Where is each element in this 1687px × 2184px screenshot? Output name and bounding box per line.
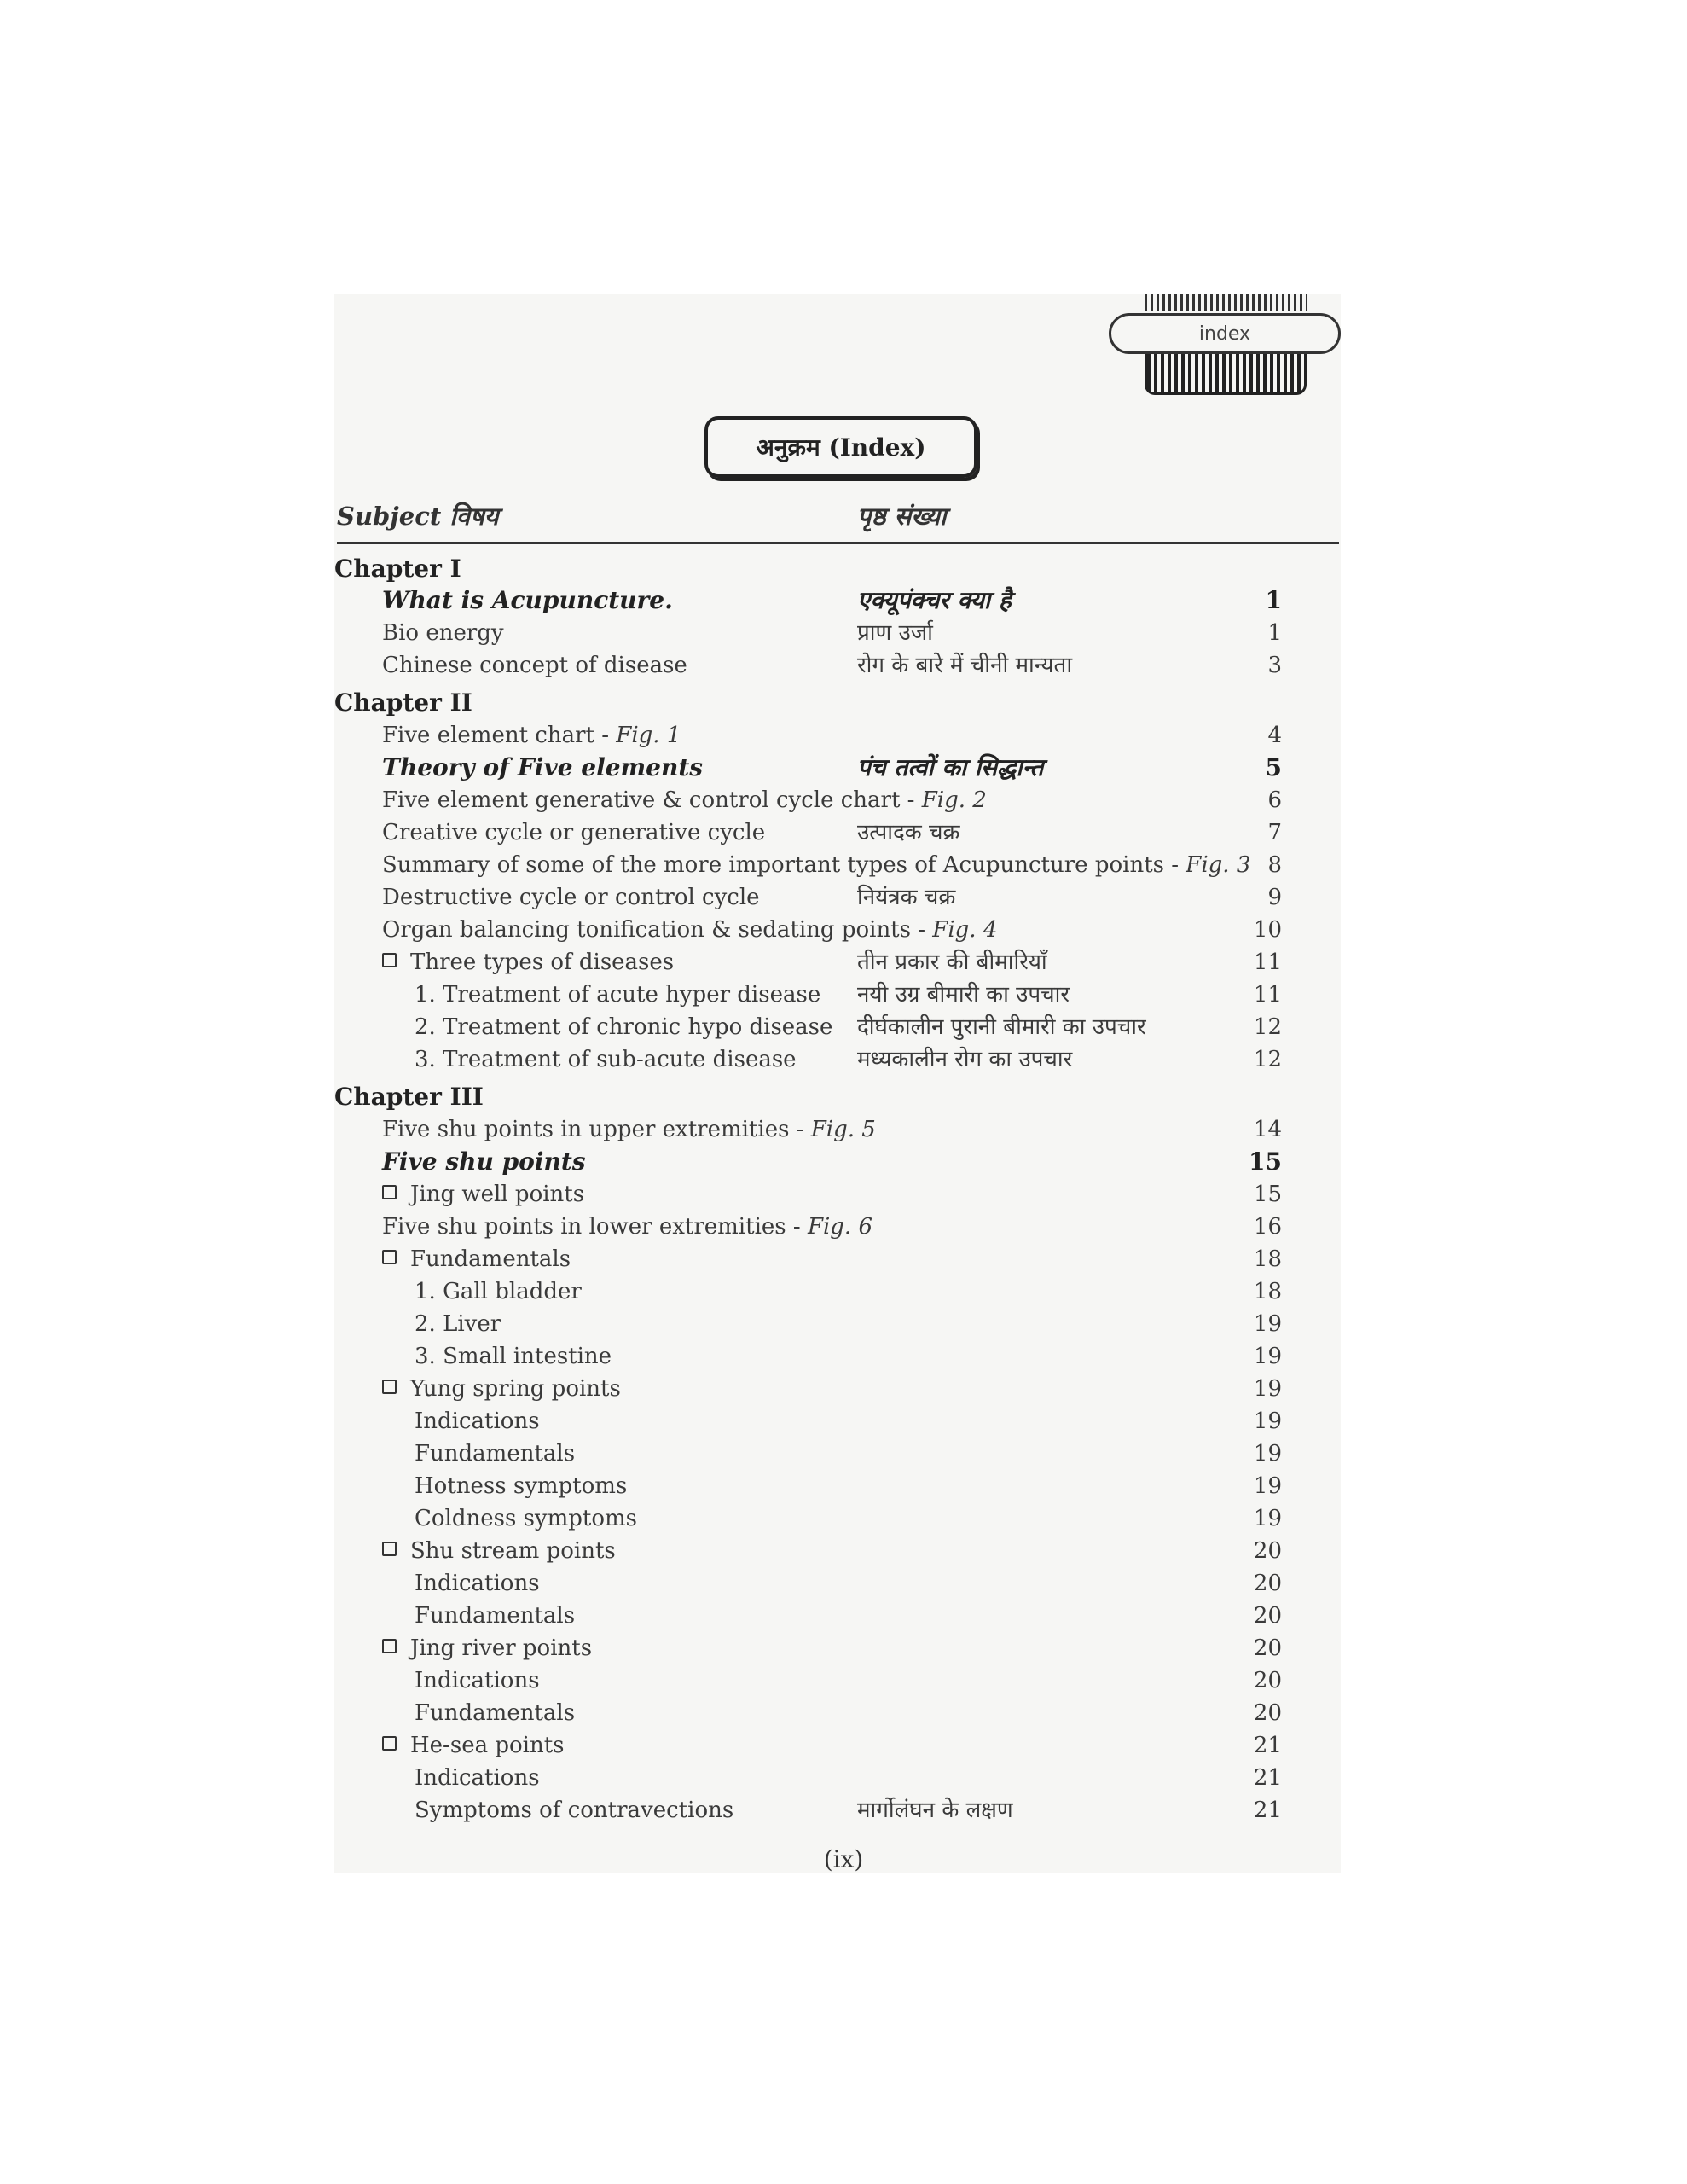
entry-text: Chinese concept of disease <box>382 653 687 678</box>
toc-entry <box>0 1275 1687 1308</box>
entry-title <box>334 553 461 585</box>
entry-page-number: 21 <box>1253 1798 1282 1823</box>
entry-title <box>382 1243 571 1275</box>
entry-title <box>334 687 472 719</box>
entry-page-number: 20 <box>1253 1538 1282 1564</box>
entry-page-number: 19 <box>1253 1344 1282 1369</box>
checkbox-bullet-icon <box>382 1639 397 1653</box>
entry-text: Theory of Five elements <box>382 753 704 781</box>
entry-hindi-title: पंच तत्वों का सिद्धान्त <box>857 753 1044 781</box>
entry-text: Five shu points in lower extremities - <box>382 1214 808 1240</box>
checkbox-bullet-icon <box>382 1185 397 1199</box>
figure-reference: Fig. 4 <box>932 917 998 943</box>
entry-page-number: 20 <box>1253 1635 1282 1661</box>
entry-title <box>382 1146 586 1178</box>
entry-hindi-title: तीन प्रकार की बीमारियाँ <box>857 950 1047 975</box>
toc-entry <box>0 1697 1687 1729</box>
entry-page-number: 19 <box>1253 1473 1282 1499</box>
entry-text: Shu stream points <box>410 1538 616 1564</box>
entry-title <box>382 584 673 617</box>
toc-entry <box>0 1243 1687 1275</box>
toc-entry <box>0 649 1687 682</box>
entry-text: Creative cycle or generative cycle <box>382 820 766 845</box>
entry-page-number: 6 <box>1267 787 1282 813</box>
toc-entry <box>0 1794 1687 1827</box>
toc-entry <box>0 1146 1687 1178</box>
entry-title <box>415 1308 501 1340</box>
checkbox-bullet-icon <box>382 1736 397 1751</box>
entry-text: Coldness symptoms <box>415 1506 638 1531</box>
toc-entry <box>0 881 1687 914</box>
entry-text: Jing well points <box>410 1182 585 1207</box>
toc-entry <box>0 849 1687 881</box>
entry-title <box>415 1794 733 1827</box>
entry-text: Indications <box>415 1409 540 1434</box>
entry-page-number: 20 <box>1253 1571 1282 1596</box>
toc-entry <box>0 1211 1687 1243</box>
entry-title <box>382 1729 565 1762</box>
entry-text: Indications <box>415 1765 540 1791</box>
entry-title <box>382 752 703 784</box>
entry-page-number: 21 <box>1253 1765 1282 1791</box>
toc-entry <box>0 946 1687 979</box>
chapter-heading <box>0 687 1687 719</box>
toc-entry <box>0 719 1687 752</box>
entry-hindi-title: दीर्घकालीन पुरानी बीमारी का उपचार <box>857 1014 1146 1040</box>
entry-page-number: 7 <box>1267 820 1282 845</box>
entry-page-number: 18 <box>1253 1279 1282 1304</box>
entry-page-number: 21 <box>1253 1733 1282 1758</box>
toc-entry <box>0 784 1687 816</box>
entry-text: Destructive cycle or control cycle <box>382 885 760 910</box>
entry-page-number: 1 <box>1265 586 1282 614</box>
entry-text: Jing river points <box>410 1635 593 1661</box>
entry-title <box>415 1600 575 1632</box>
checkbox-bullet-icon <box>382 1250 397 1264</box>
entry-text: 2. Liver <box>415 1311 501 1337</box>
figure-reference: Fig. 2 <box>921 787 987 813</box>
entry-page-number: 19 <box>1253 1311 1282 1337</box>
header-subject: Subject विषय <box>337 502 499 531</box>
figure-reference: Fig. 5 <box>810 1117 876 1142</box>
toc-entry <box>0 1113 1687 1146</box>
entry-text: Five shu points in upper extremities - <box>382 1117 811 1142</box>
entry-title <box>382 617 504 649</box>
entry-hindi-title: उत्पादक चक्र <box>857 820 960 845</box>
entry-title <box>382 1373 621 1405</box>
entry-page-number: 3 <box>1267 653 1282 678</box>
chapter-heading <box>0 553 1687 585</box>
entry-text: Three types of diseases <box>410 950 675 975</box>
checkbox-bullet-icon <box>382 1380 397 1394</box>
toc-entry <box>0 979 1687 1011</box>
entry-text: Fundamentals <box>415 1603 576 1629</box>
entry-title <box>382 946 674 979</box>
page-number-footer: (ix) <box>823 1845 864 1873</box>
entry-page-number: 11 <box>1253 950 1282 975</box>
tab-hatch-bottom <box>1145 354 1307 395</box>
entry-title <box>415 1405 540 1438</box>
entry-text: 1. Gall bladder <box>415 1279 582 1304</box>
entry-page-number: 11 <box>1253 982 1282 1008</box>
entry-text: Indications <box>415 1668 540 1693</box>
entry-title <box>415 1275 582 1308</box>
toc-entry <box>0 1373 1687 1405</box>
toc-entry <box>0 914 1687 946</box>
entry-title <box>382 719 681 752</box>
entry-page-number: 12 <box>1253 1014 1282 1040</box>
toc-entry <box>0 1340 1687 1373</box>
entry-text: Indications <box>415 1571 540 1596</box>
tab-hatch-top <box>1145 294 1307 311</box>
entry-title <box>415 1762 540 1794</box>
entry-title <box>415 979 820 1011</box>
entry-text: Five element generative & control cycle chart - <box>382 787 922 813</box>
entry-text: 3. Treatment of sub-acute disease <box>415 1047 797 1072</box>
entry-hindi-title: रोग के बारे में चीनी मान्यता <box>857 653 1073 678</box>
figure-reference: Fig. 6 <box>807 1214 873 1240</box>
entry-text: Organ balancing tonification & sedating points - <box>382 917 933 943</box>
toc-entry <box>0 1178 1687 1211</box>
chapter-heading <box>0 1081 1687 1113</box>
entry-page-number: 9 <box>1267 885 1282 910</box>
entry-text: 2. Treatment of chronic hypo disease <box>415 1014 833 1040</box>
entry-text: Chapter II <box>334 688 472 717</box>
entry-text: Fundamentals <box>410 1246 571 1272</box>
figure-reference: Fig. 3 <box>1186 852 1251 878</box>
entry-title <box>415 1470 627 1502</box>
entry-page-number: 19 <box>1253 1441 1282 1467</box>
entry-text: Summary of some of the more important types of Acupuncture points - <box>382 852 1186 878</box>
entry-hindi-title: एक्यूपंक्चर क्या है <box>857 586 1012 614</box>
entry-page-number: 5 <box>1265 753 1282 781</box>
entry-text: Symptoms of contravections <box>415 1798 734 1823</box>
entry-title <box>382 1113 876 1146</box>
entry-hindi-title: नयी उग्र बीमारी का उपचार <box>857 982 1070 1008</box>
entry-title <box>382 849 1250 881</box>
toc-entry <box>0 1762 1687 1794</box>
entry-page-number: 19 <box>1253 1409 1282 1434</box>
entry-page-number: 1 <box>1267 620 1282 646</box>
entry-hindi-title: मार्गोलंघन के लक्षण <box>857 1798 1013 1823</box>
entry-page-number: 19 <box>1253 1376 1282 1402</box>
entry-title <box>382 881 760 914</box>
entry-title <box>382 1632 592 1664</box>
entry-title <box>415 1011 832 1043</box>
entry-hindi-title: नियंत्रक चक्र <box>857 885 956 910</box>
entry-page-number: 20 <box>1253 1700 1282 1726</box>
entry-text: What is Acupuncture. <box>382 586 673 614</box>
toc-entry <box>0 1535 1687 1567</box>
entry-text: He-sea points <box>410 1733 565 1758</box>
toc-entry <box>0 816 1687 849</box>
entry-title <box>415 1664 540 1697</box>
toc-entry <box>0 1567 1687 1600</box>
index-tab <box>1109 294 1346 401</box>
entry-text: Chapter III <box>334 1083 484 1111</box>
toc-entry <box>0 1405 1687 1438</box>
toc-entry <box>0 1470 1687 1502</box>
toc-entry <box>0 1502 1687 1535</box>
entry-title <box>334 1081 484 1113</box>
entry-text: Five element chart - <box>382 723 617 748</box>
entry-text: Chapter I <box>334 555 461 583</box>
entry-title <box>415 1567 540 1600</box>
entry-page-number: 10 <box>1253 917 1282 943</box>
entry-title <box>415 1438 575 1470</box>
entry-title <box>382 784 987 816</box>
entry-title <box>415 1340 612 1373</box>
entry-title <box>382 816 765 849</box>
entry-text: Five shu points <box>382 1147 586 1176</box>
entry-text: Bio energy <box>382 620 504 646</box>
toc-entry <box>0 1011 1687 1043</box>
toc-entry <box>0 1600 1687 1632</box>
entry-title <box>382 914 997 946</box>
toc-entry <box>0 1632 1687 1664</box>
entry-hindi-title: प्राण उर्जा <box>857 620 933 646</box>
toc-entry <box>0 1729 1687 1762</box>
toc-entry <box>0 1043 1687 1076</box>
checkbox-bullet-icon <box>382 1542 397 1556</box>
tab-label: index <box>1109 313 1341 354</box>
figure-reference: Fig. 1 <box>616 723 681 748</box>
entry-page-number: 15 <box>1249 1147 1282 1176</box>
entry-page-number: 16 <box>1253 1214 1282 1240</box>
entry-page-number: 19 <box>1253 1506 1282 1531</box>
toc-entry <box>0 617 1687 649</box>
entry-hindi-title: मध्यकालीन रोग का उपचार <box>857 1047 1073 1072</box>
header-page-number: पृष्ठ संख्या <box>857 502 947 531</box>
entry-text: Yung spring points <box>410 1376 621 1402</box>
entry-page-number: 18 <box>1253 1246 1282 1272</box>
entry-title <box>382 1178 584 1211</box>
entry-page-number: 8 <box>1267 852 1282 878</box>
entry-title <box>415 1043 797 1076</box>
entry-title <box>415 1502 637 1535</box>
entry-title <box>382 1535 616 1567</box>
entry-title <box>415 1697 575 1729</box>
toc-entry <box>0 584 1687 617</box>
entry-page-number: 15 <box>1253 1182 1282 1207</box>
entry-text: Fundamentals <box>415 1441 576 1467</box>
entry-page-number: 4 <box>1267 723 1282 748</box>
column-header <box>337 499 1339 544</box>
entry-text: 1. Treatment of acute hyper disease <box>415 982 821 1008</box>
entry-title <box>382 649 687 682</box>
entry-text: Fundamentals <box>415 1700 576 1726</box>
toc-entry <box>0 1664 1687 1697</box>
entry-page-number: 12 <box>1253 1047 1282 1072</box>
entry-page-number: 14 <box>1253 1117 1282 1142</box>
checkbox-bullet-icon <box>382 953 397 967</box>
entry-text: 3. Small intestine <box>415 1344 612 1369</box>
entry-text: Hotness symptoms <box>415 1473 628 1499</box>
entry-page-number: 20 <box>1253 1668 1282 1693</box>
entry-page-number: 20 <box>1253 1603 1282 1629</box>
entry-title <box>382 1211 872 1243</box>
toc-entry <box>0 1438 1687 1470</box>
toc-entry <box>0 1308 1687 1340</box>
page-title: अनुक्रम (Index) <box>704 416 977 478</box>
toc-entry <box>0 752 1687 784</box>
